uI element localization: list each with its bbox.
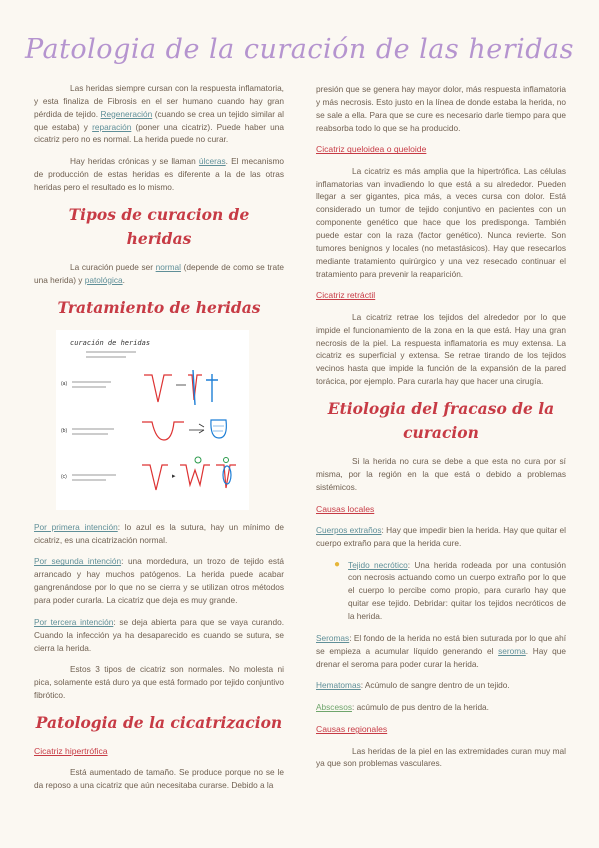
hipertrofica-continued-paragraph: presión que se genera hay mayor dolor, más respuesta inflamatoria y más necrosis. Esto justo en la línea de donde estaba la herida, no se sale a ella. Para que se cure es necesario darle tiempo para que reabsorba todo lo que se ha producido. <box>316 84 566 133</box>
right-column <box>316 83 566 779</box>
hematomas-paragraph: Hematomas: Acúmulo de sangre dentro de un tejido. <box>316 680 510 691</box>
cuerpos-extranos-link[interactable]: Cuerpos extraños <box>316 524 382 535</box>
cuerpos-extranos-paragraph: Cuerpos extraños: Hay que impedir bien la herida. Hay que quitar el cuerpo extraño para que la herida cure. <box>316 524 566 548</box>
seromas-link[interactable]: Seromas <box>316 632 350 643</box>
heading-patologia: Patologia de la cicatrizacion <box>35 712 283 732</box>
etiologia-paragraph: Si la herida no cura se debe a que esta no cura por sí misma, por la región en la que está o debido a problemas sistémicos. <box>316 455 566 492</box>
queloide-paragraph: La cicatriz es más amplia que la hipertrófica. Las células inflamatorias van invadiendo lo que está a su alrededor. Pueden llegar a ser gigantes, pica más, a veces cursa con dolor. Está considerado un tumor de tejido conjuntivo en pacientes con un componente genético que hace que los predisponga. También puede estar con la raza (factor genético). Nunca revierte. Son tumores benignos y locales (no metastásicos). Hay que resecarlos mediante tratamiento quirúrgico y una vez resecado continuar el tratamiento para prevenir la reaparición. <box>316 165 566 279</box>
heading-tratamiento: Tratamiento de heridas <box>57 297 261 317</box>
ulcers-paragraph: Hay heridas crónicas y se llaman úlceras. El mecanismo de producción de estas heridas es diferente a la de las otras heridas pero el resultado es lo mismo. <box>34 156 285 193</box>
patologica-link[interactable]: patológica <box>84 274 123 285</box>
subheading-queloide: Cicatriz queloidea o queloide <box>316 144 427 155</box>
abscesos-paragraph: Abscesos: acúmulo de pus dentro de la herida. <box>316 702 489 713</box>
subheading-causas-locales: Causas locales <box>316 503 375 514</box>
tipos-paragraph: La curación puede ser normal (depende de como se trate una herida) y patológica. <box>34 261 284 285</box>
ulceras-link[interactable]: úlceras <box>198 156 226 167</box>
regeneracion-link[interactable]: Regeneración <box>100 108 153 119</box>
svg-text:(b): (b) <box>61 427 68 434</box>
intro-paragraph: Las heridas siempre cursan con la respuesta inflamatoria, y esta finaliza de Fibrosis en el ser humano cuando hay gran pérdida de tejido. Regeneración (cuando se crea un tejido similar al que estaba) y reparación (poner una cicatriz). Puede haber una cicatriz pero no es normal. La herida puede no curar. <box>34 83 284 145</box>
wound-healing-diagram <box>56 330 249 510</box>
reparacion-link[interactable]: reparación <box>92 121 132 132</box>
normal-scars-paragraph: Estos 3 tipos de cicatriz son normales. No molesta ni pica, solamente está duro ya que está formado por tejido conjuntivo fibrótico. <box>34 664 284 701</box>
retractil-paragraph: La cicatriz retrae los tejidos del alrededor por lo que impide el funcionamiento de la zona en la que está. Hay una gran necrosis de la piel. La respuesta inflamatoria es muy extensa. La cicatriz es superficial y extensa. Se retrae tirando de los tejidos vecinos hasta que impide la función de la expansión de la pared torácica, por ejemplo. Para curarla hay que hacer una cirugía. <box>316 311 566 387</box>
segunda-intencion-link[interactable]: Por segunda intención <box>34 556 122 567</box>
hipertrofica-paragraph: Está aumentado de tamaño. Se produce porque no se le da reposo a una cicatriz que aún necesitaba curarse. Debido a la <box>34 767 284 791</box>
normal-link[interactable]: normal <box>155 261 181 272</box>
seroma-link[interactable]: seroma <box>498 645 526 656</box>
heading-tipos: Tipos de curacion de heridas <box>68 204 250 248</box>
primera-intencion-link[interactable]: Por primera intención <box>34 521 118 532</box>
svg-text:(a): (a) <box>61 380 68 387</box>
tejido-necrotico-link[interactable]: Tejido necrótico <box>348 559 408 570</box>
diagram-heading: curación de heridas <box>70 338 151 347</box>
tercera-intencion-paragraph: Por tercera intención: se deja abierta para que se vaya curando. Cuando la infección ya ha desaparecido es cuando se sutura, se cierra la herida. <box>34 616 284 653</box>
page-title: Patologia de la curación de las heridas <box>25 34 574 65</box>
primera-intencion-paragraph: Por primera intención: lo azul es la sutura, hay un mínimo de cicatriz, es una cicatrización normal. <box>34 521 284 545</box>
tejido-necrotico-bullet: ● Tejido necrótico: Una herida rodeada por una contusión con necrosis actuando como un cuerpo extraño por lo que el cuerpo lo percibe como propio, para curarlo hay que quitar ese tejido. Debridar: quitar los tejidos necróticos de la herida. <box>334 558 566 622</box>
regionales-paragraph: Las heridas de la piel en las extremidades curan muy mal ya que son problemas vasculares. <box>316 745 566 769</box>
subheading-retractil: Cicatriz retráctil <box>316 290 376 301</box>
bullet-dot-icon: ● <box>334 558 341 570</box>
tercera-intencion-link[interactable]: Por tercera intención <box>34 616 114 627</box>
svg-text:▸: ▸ <box>172 472 176 480</box>
heading-etiologia: Etiologia del fracaso de la curacion <box>327 398 555 442</box>
abscesos-link[interactable]: Abscesos <box>316 702 352 713</box>
hematomas-link[interactable]: Hematomas <box>316 680 361 691</box>
subheading-hipertrofica: Cicatriz hipertrófica <box>34 745 108 756</box>
left-column <box>34 82 284 801</box>
seromas-paragraph: Seromas: El fondo de la herida no está bien suturada por lo que ahí se empieza a acumular líquido generando el seroma. Hay que drenar el seroma para poder curar la herida. <box>316 632 567 669</box>
subheading-causas-regionales: Causas regionales <box>316 724 388 735</box>
svg-text:(c): (c) <box>61 473 67 480</box>
segunda-intencion-paragraph: Por segunda intención: una mordedura, un trozo de tejido está arrancado y hay muchos patógenos. La herida puede acabar gangrenándose por lo que no se cierra y se utilizan otros métodos para poder curarla. La cicatriz que deja es muy grande. <box>34 556 284 605</box>
